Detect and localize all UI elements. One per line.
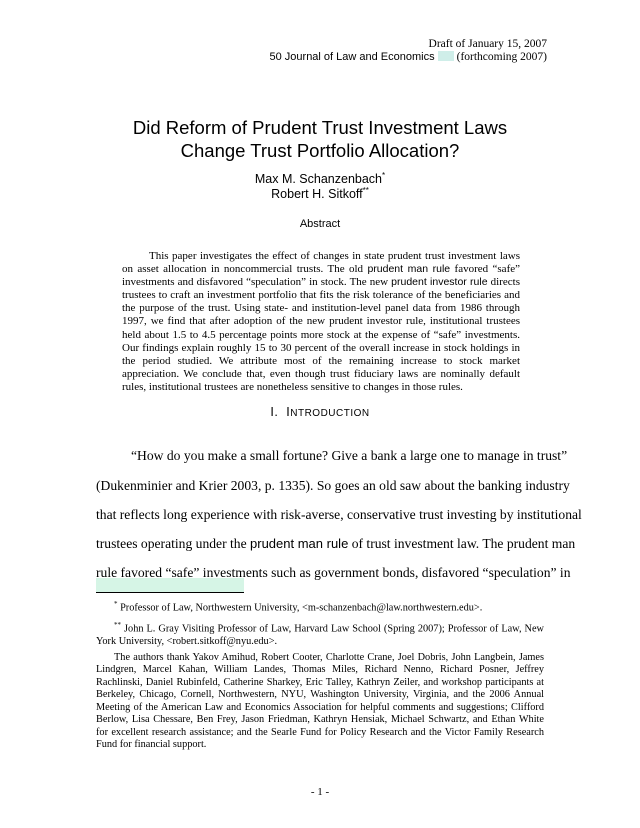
body-line-4-b: of trust investment law. The prudent man: [348, 536, 576, 551]
footnote-1: [96, 598, 544, 615]
footnote-separator: [96, 592, 244, 593]
volume-placeholder-highlight: [438, 51, 454, 61]
body-line-3: that reflects long experience with risk-averse, conservative trust investing by institutional: [96, 507, 582, 522]
author-1-name: Max M. Schanzenbach: [254, 172, 383, 187]
section-title: NTRODUCTION: [290, 408, 370, 419]
body-line-4: [96, 536, 576, 552]
term-prudent-investor-rule: prudent investor rule: [391, 276, 488, 289]
abstract-paragraph: [122, 250, 520, 394]
footnote-1-text: Professor of Law, Northwestern University, <m-schanzenbach@law.northwestern.edu>.: [117, 602, 483, 614]
abstract-body: [122, 250, 520, 394]
author-2-name: Robert H. Sitkoff: [271, 187, 363, 202]
abstract-heading: Abstract: [299, 218, 341, 230]
body-term-prudent-man-rule: prudent man rule: [250, 536, 349, 551]
footnote-2-text: John L. Gray Visiting Professor of Law, Harvard Law School (Spring 2007); Professor of Law, New York University, <robert.sitkoff@nyu.edu>.: [96, 623, 544, 647]
abstract-text-1: This paper investigates the effect of changes in state prudent trust investment laws on asset allocation in noncommercial trusts. The old: [122, 250, 520, 276]
paper-title-line-1: Did Reform of Prudent Trust Investment Laws: [132, 117, 508, 138]
footnotes: [96, 598, 544, 751]
term-prudent-man-rule: prudent man rule: [367, 263, 451, 276]
draft-date: Draft of January 15, 2007: [428, 38, 547, 50]
section-heading: [0, 405, 640, 419]
footnote-1-mark: *: [114, 600, 118, 608]
section-initial: I: [286, 405, 291, 419]
section-number: I.: [270, 405, 279, 419]
footnote-2: [96, 619, 544, 648]
author-2-mark: **: [362, 186, 369, 195]
paper-title-line-2: Change Trust Portfolio Allocation?: [180, 140, 460, 161]
author-1-mark: *: [382, 171, 386, 180]
body-line-2: (Dukenminier and Krier 2003, p. 1335). So goes an old saw about the banking industry: [96, 478, 570, 493]
footnote-2-mark: **: [114, 620, 121, 629]
acknowledgments: The authors thank Yakov Amihud, Robert Cooter, Charlotte Crane, Joel Dobris, John Langbein, James Lindgren, Marcel Kahan, William Landes, Thomas Miles, Richard Nenno, Richard Posner, Jeffrey Rachlinski, Daniel Rubinfeld, Catherine Sharkey, Eric Talley, Kathryn Zeiler, and workshop participants at Berkeley, Chicago, Cornell, Northwestern, NYU, Washington University, Virginia, and the 2006 Annual Meeting of the American Law and Economics Association for helpful comments and suggestions; Clifford Berlow, Lisa Chessare, Ben Frey, Jason Friedman, Kathryn Hensiak, Michael Schwartz, and Ethan White for excellent research assistance; and the Searle Fund for Policy Research and the Victor Family Research Fund for financial support.: [96, 652, 544, 750]
body-line-1: “How do you make a small fortune? Give a bank a large one to manage in trust”: [131, 448, 568, 463]
page-number: - 1 -: [310, 786, 330, 798]
body-line-4-a: trustees operating under the: [96, 536, 251, 551]
abstract-text-2: favored “safe” investments and disfavored “speculation” in stock. The new: [122, 263, 520, 289]
body-line-5: rule favored “safe” investments such as government bonds, disfavored “speculation” in: [96, 565, 571, 580]
author-1: [0, 171, 640, 186]
journal-line: [270, 51, 548, 63]
journal-name: 50 Journal of Law and Economics: [269, 51, 435, 63]
author-2: [0, 186, 640, 201]
abstract-text-3: directs trustees to craft an investment portfolio that fits the risk tolerance of the beneficiaries and the purpose of the trust. Using state- and institution-level panel data from 1986 through 1997, we find that after adoption of the new prudent investor rule, institutional trustees held about 1.5 to 4.5 percentage points more stock at the expense of “safe” investments. Our findings explain roughly 15 to 30 percent of the overall increase in stock holdings in the period studied. We attribute most of the remaining increase to stock market appreciation. We conclude that, even though trust fiduciary laws are nominally default rules, institutional trustees are nonetheless sensitive to changes in those rules.: [122, 276, 520, 393]
forthcoming-note: (forthcoming 2007): [456, 51, 547, 63]
